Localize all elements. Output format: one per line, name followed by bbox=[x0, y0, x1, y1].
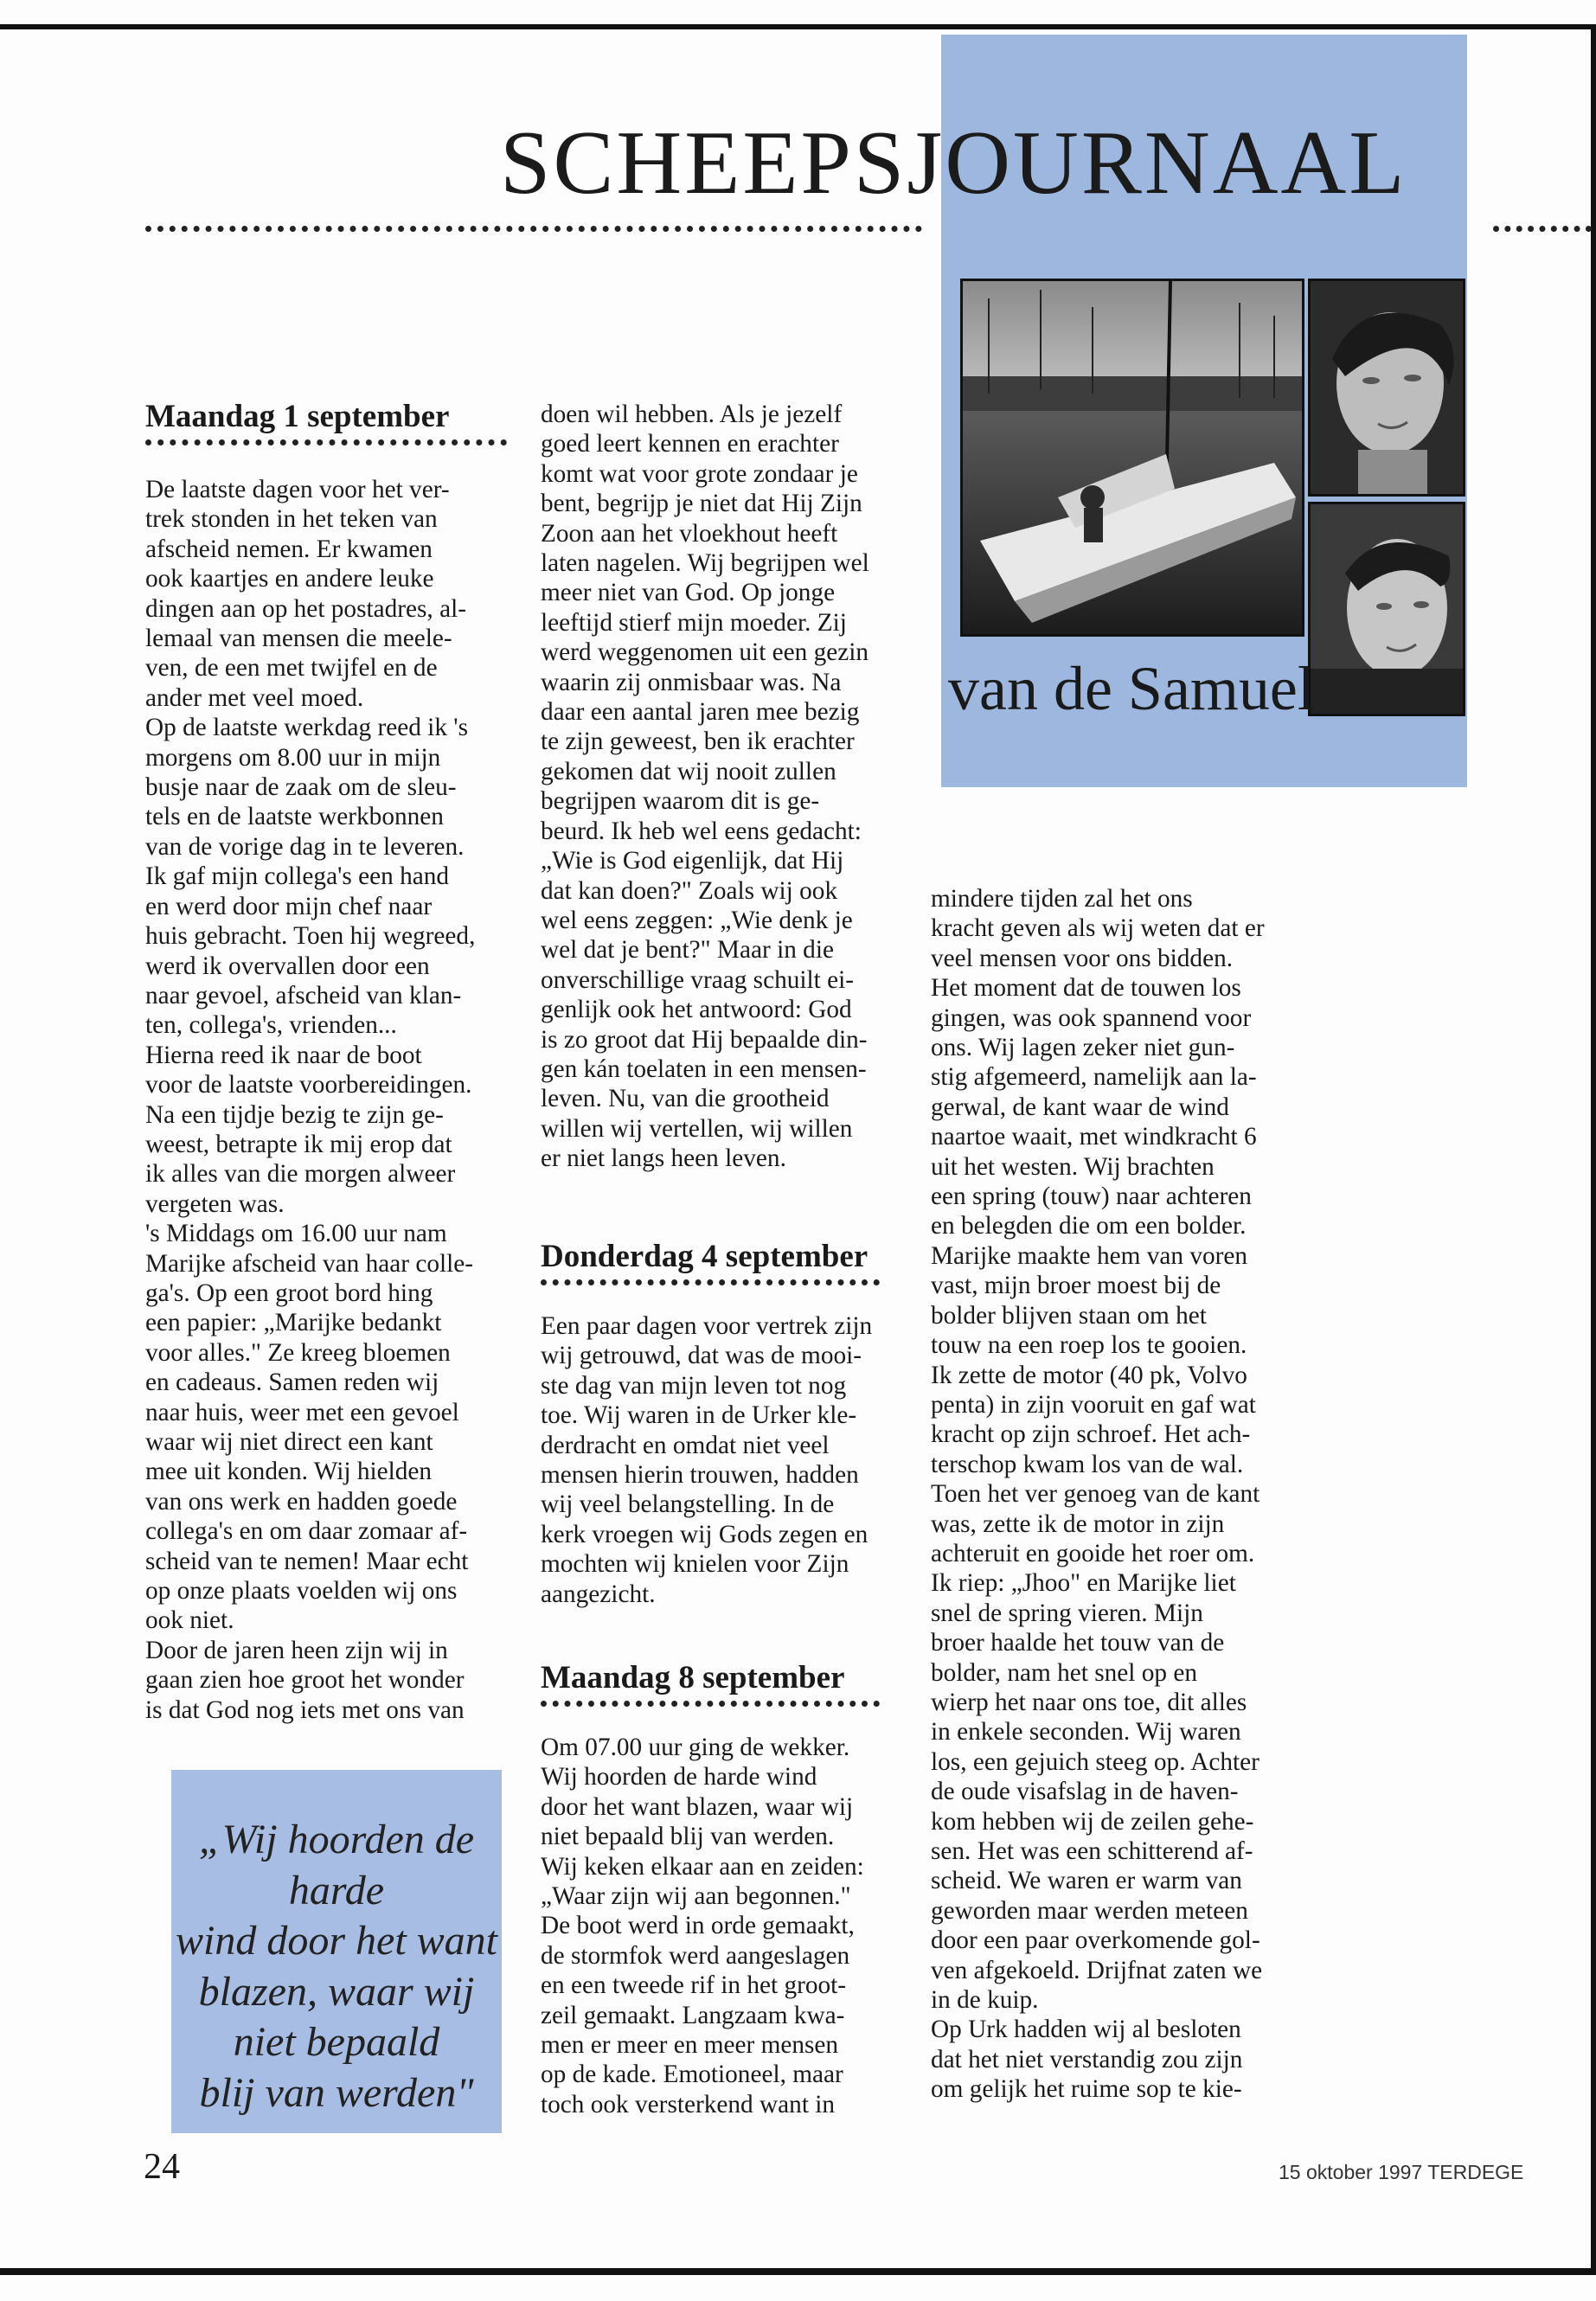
pull-quote-line: blazen, waar wij bbox=[198, 1968, 475, 2015]
text-line: lemaal van mensen die meele- bbox=[145, 625, 452, 653]
day-heading-3: Maandag 8 september bbox=[541, 1660, 845, 1695]
text-line: stig afgemeerd, namelijk aan la- bbox=[931, 1063, 1257, 1092]
text-line: gekomen dat wij nooit zullen bbox=[541, 757, 836, 785]
text-line: scheid van te nemen! Maar echt bbox=[145, 1547, 469, 1575]
text-line: op de kade. Emotioneel, maar bbox=[541, 2061, 843, 2089]
text-line: „Wie is God eigenlijk, dat Hij bbox=[541, 847, 844, 875]
text-line: zeil gemaakt. Langzaam kwa- bbox=[541, 2001, 845, 2029]
column-2-section-3 bbox=[541, 1661, 921, 2119]
text-line: voor de laatste voorbereidingen. bbox=[145, 1071, 472, 1099]
text-line: toe. Wij waren in de Urker kle- bbox=[541, 1401, 857, 1430]
text-line: ste dag van mijn leven tot nog bbox=[541, 1371, 847, 1400]
text-line: Op Urk hadden wij al besloten bbox=[931, 2016, 1241, 2044]
title-dotted-rule-left bbox=[145, 226, 922, 232]
column-1 bbox=[145, 400, 509, 1725]
text-line: door een paar overkomende gol- bbox=[931, 1926, 1260, 1955]
text-line: van ons werk en hadden goede bbox=[145, 1487, 458, 1516]
text-line: mochten wij knielen voor Zijn bbox=[541, 1550, 849, 1579]
pull-quote bbox=[171, 1815, 502, 2118]
text-line: was, zette ik de motor in zijn bbox=[931, 1509, 1225, 1538]
text-line: Toen het ver genoeg van de kant bbox=[931, 1480, 1260, 1509]
column-2 bbox=[541, 400, 921, 1174]
text-line: aangezicht. bbox=[541, 1580, 656, 1608]
text-line: werd weggenomen uit een gezin bbox=[541, 638, 869, 667]
text-line: „Waar zijn wij aan begonnen." bbox=[541, 1882, 851, 1911]
text-line: ons. Wij lagen zeker niet gun- bbox=[931, 1034, 1235, 1062]
text-line: in de kuip. bbox=[931, 1986, 1039, 2015]
title-dotted-rule-right bbox=[1493, 226, 1592, 232]
text-line: bolder, nam het snel op en bbox=[931, 1658, 1197, 1687]
day-heading-3-rule bbox=[541, 1701, 880, 1707]
text-line: Door de jaren heen zijn wij in bbox=[145, 1636, 448, 1664]
text-line: mindere tijden zal het ons bbox=[931, 885, 1193, 913]
text-line: dat het niet verstandig zou zijn bbox=[931, 2045, 1243, 2073]
text-line: is zo groot dat Hij bepaalde din- bbox=[541, 1025, 868, 1054]
column-2-text-bottom bbox=[541, 1733, 921, 2119]
text-line: Hierna reed ik naar de boot bbox=[145, 1041, 422, 1069]
text-line: te zijn geweest, ben ik erachter bbox=[541, 727, 855, 756]
text-line: De boot werd in orde gemaakt, bbox=[541, 1912, 855, 1940]
text-line: men er meer en meer mensen bbox=[541, 2031, 839, 2060]
text-line: vergeten was. bbox=[145, 1189, 285, 1218]
text-line: Ik riep: „Jhoo" en Marijke liet bbox=[931, 1569, 1236, 1598]
sailboat-photo bbox=[960, 279, 1304, 637]
text-line: tels en de laatste werkbonnen bbox=[145, 803, 444, 831]
text-line: wierp het naar ons toe, dit alles bbox=[931, 1688, 1247, 1716]
text-line: en werd door mijn chef naar bbox=[145, 892, 433, 920]
text-line: en belegden die om een bolder. bbox=[931, 1212, 1247, 1240]
text-line: de oude visafslag in de haven- bbox=[931, 1778, 1239, 1806]
text-line: er niet langs heen leven. bbox=[541, 1144, 786, 1173]
text-line: gen kán toelaten in een mensen- bbox=[541, 1054, 867, 1083]
text-line: om gelijk het ruime sop te kie- bbox=[931, 2075, 1242, 2104]
text-line: en een tweede rif in het groot- bbox=[541, 1971, 847, 2000]
text-line: komt wat voor grote zondaar je bbox=[541, 459, 858, 488]
text-line: Wij hoorden de harde wind bbox=[541, 1763, 817, 1791]
day-heading-1-rule bbox=[145, 439, 507, 445]
text-line: scheid. We waren er warm van bbox=[931, 1867, 1242, 1895]
column-3-text bbox=[931, 884, 1311, 2105]
man-portrait bbox=[1308, 502, 1465, 716]
text-line: op onze plaats voelden wij ons bbox=[145, 1577, 458, 1606]
text-line: van de vorige dag in te leveren. bbox=[145, 832, 465, 861]
text-line: onverschillige vraag schuilt ei- bbox=[541, 965, 855, 994]
text-line: goed leert kennen en erachter bbox=[541, 430, 839, 458]
text-line: derdracht en omdat niet veel bbox=[541, 1431, 830, 1459]
column-1-text bbox=[145, 475, 509, 1725]
pull-quote-line: niet bepaald bbox=[233, 2019, 440, 2065]
text-line: naar gevoel, afscheid van klan- bbox=[145, 981, 462, 1009]
text-line: laten nagelen. Wij begrijpen wel bbox=[541, 549, 869, 578]
text-line: gerwal, de kant waar de wind bbox=[931, 1093, 1229, 1121]
text-line: niet bepaald blij van werden. bbox=[541, 1823, 835, 1851]
text-line: huis gebracht. Toen hij wegreed, bbox=[145, 922, 476, 951]
issue-date: 15 oktober 1997 TERDEGE bbox=[1279, 2161, 1524, 2183]
text-line: Marijke maakte hem van voren bbox=[931, 1241, 1248, 1270]
text-line: toch ook versterkend want in bbox=[541, 2090, 836, 2118]
text-line: waarin zij onmisbaar was. Na bbox=[541, 668, 842, 696]
photo-caption: van de Samuel bbox=[948, 654, 1315, 723]
text-line: meer niet van God. Op jonge bbox=[541, 579, 836, 607]
text-line: broer haalde het touw van de bbox=[931, 1629, 1225, 1657]
text-line: penta) in zijn vooruit en gaf wat bbox=[931, 1390, 1256, 1419]
text-line: collega's en om daar zomaar af- bbox=[145, 1517, 468, 1546]
text-line: wij getrouwd, dat was de mooi- bbox=[541, 1342, 862, 1370]
column-2-text-middle bbox=[541, 1311, 921, 1609]
bottom-border bbox=[0, 2268, 1596, 2275]
day-heading-1: Maandag 1 september bbox=[145, 399, 450, 434]
pull-quote-line: wind door het want bbox=[175, 1918, 498, 1964]
text-line: wel eens zeggen: „Wie denk je bbox=[541, 906, 853, 934]
text-line: morgens om 8.00 uur in mijn bbox=[145, 743, 441, 772]
text-line: is dat God nog iets met ons van bbox=[145, 1695, 465, 1724]
text-line: in enkele seconden. Wij waren bbox=[931, 1718, 1241, 1747]
woman-portrait-image bbox=[1311, 281, 1463, 494]
text-line: weest, betrapte ik mij erop dat bbox=[145, 1130, 452, 1158]
column-2-section-2 bbox=[541, 1240, 921, 1609]
text-line: los, een gejuich steeg op. Achter bbox=[931, 1747, 1259, 1776]
text-line: kerk vroegen wij Gods zegen en bbox=[541, 1520, 869, 1548]
text-line: ven afgekoeld. Drijfnat zaten we bbox=[931, 1956, 1263, 1984]
text-line: een papier: „Marijke bedankt bbox=[145, 1309, 442, 1337]
text-line: dingen aan op het postadres, al- bbox=[145, 594, 466, 623]
column-3 bbox=[931, 884, 1311, 2105]
text-line: trek stonden in het teken van bbox=[145, 505, 438, 534]
text-line: ik alles van die morgen alweer bbox=[145, 1160, 456, 1189]
text-line: dat kan doen?" Zoals wij ook bbox=[541, 876, 838, 905]
text-line: en cadeaus. Samen reden wij bbox=[145, 1368, 439, 1397]
text-line: kom hebben wij de zeilen gehe- bbox=[931, 1807, 1254, 1836]
text-line: willen wij vertellen, wij willen bbox=[541, 1114, 853, 1143]
text-line: ander met veel moed. bbox=[145, 683, 364, 712]
text-line: Op de laatste werkdag reed ik 's bbox=[145, 714, 468, 742]
text-line: ga's. Op een groot bord hing bbox=[145, 1279, 433, 1307]
text-line: leeftijd stierf mijn moeder. Zij bbox=[541, 608, 847, 637]
text-line: daar een aantal jaren mee bezig bbox=[541, 698, 860, 727]
text-line: Om 07.00 uur ging de wekker. bbox=[541, 1734, 850, 1761]
text-line: ook kaartjes en andere leuke bbox=[145, 565, 434, 593]
text-line: ven, de een met twijfel en de bbox=[145, 654, 438, 683]
text-line: Na een tijdje bezig te zijn ge- bbox=[145, 1100, 444, 1129]
text-line: gingen, was ook spannend voor bbox=[931, 1003, 1252, 1032]
day-heading-2: Donderdag 4 september bbox=[541, 1239, 869, 1274]
text-line: de stormfok werd aangeslagen bbox=[541, 1941, 850, 1970]
text-line: ten, collega's, vrienden... bbox=[145, 1011, 397, 1040]
text-line: ook niet. bbox=[145, 1606, 234, 1635]
text-line: veel mensen voor ons bidden. bbox=[931, 944, 1234, 972]
text-line: door het want blazen, waar wij bbox=[541, 1792, 854, 1821]
man-portrait-image bbox=[1311, 504, 1463, 714]
text-line: bent, begrijp je niet dat Hij Zijn bbox=[541, 490, 862, 518]
text-line: wij veel belangstelling. In de bbox=[541, 1490, 835, 1519]
text-line: Een paar dagen voor vertrek zijn bbox=[541, 1312, 873, 1340]
text-line: mensen hierin trouwen, hadden bbox=[541, 1461, 859, 1490]
text-line: leven. Nu, van die grootheid bbox=[541, 1085, 830, 1113]
text-line: bolder blijven staan om het bbox=[931, 1301, 1207, 1330]
text-line: touw na een roep los te gooien. bbox=[931, 1331, 1247, 1360]
text-line: begrijpen waarom dit is ge- bbox=[541, 787, 820, 816]
text-line: doen wil hebben. Als je jezelf bbox=[541, 401, 843, 428]
pull-quote-line: „Wij hoorden de harde bbox=[198, 1817, 475, 1913]
text-line: snel de spring vieren. Mijn bbox=[931, 1599, 1203, 1627]
text-line: vast, mijn broer moest bij de bbox=[931, 1272, 1221, 1300]
text-line: Ik zette de motor (40 pk, Volvo bbox=[931, 1361, 1247, 1389]
text-line: Wij keken elkaar aan en zeiden: bbox=[541, 1852, 864, 1881]
pull-quote-line: blij van werden" bbox=[199, 2069, 474, 2116]
page-number: 24 bbox=[144, 2147, 180, 2187]
text-line: gaan zien hoe groot het wonder bbox=[145, 1666, 465, 1695]
text-line: afscheid nemen. Er kwamen bbox=[145, 535, 433, 563]
page-title: SCHEEPSJOURNAAL bbox=[500, 112, 1407, 213]
text-line: beurd. Ik heb wel eens gedacht: bbox=[541, 817, 862, 845]
text-line: een spring (touw) naar achteren bbox=[931, 1183, 1252, 1211]
day-heading-2-rule bbox=[541, 1279, 880, 1285]
text-line: sen. Het was een schitterend af- bbox=[931, 1837, 1253, 1865]
text-line: Het moment dat de touwen los bbox=[931, 974, 1241, 1003]
text-line: De laatste dagen voor het ver- bbox=[145, 476, 450, 503]
text-line: naar huis, weer met een gevoel bbox=[145, 1398, 459, 1426]
text-line: Ik gaf mijn collega's een hand bbox=[145, 862, 450, 891]
text-line: werd ik overvallen door een bbox=[145, 952, 430, 980]
text-line: genlijk ook het antwoord: God bbox=[541, 996, 852, 1024]
text-line: mee uit konden. Wij hielden bbox=[145, 1458, 433, 1486]
text-line: achteruit en gooide het roer om. bbox=[931, 1539, 1255, 1567]
text-line: uit het westen. Wij brachten bbox=[931, 1152, 1215, 1181]
text-line: Zoon aan het vloekhout heeft bbox=[541, 519, 838, 548]
text-line: voor alles." Ze kreeg bloemen bbox=[145, 1338, 451, 1367]
text-line: kracht geven als wij weten dat er bbox=[931, 914, 1265, 943]
text-line: geworden maar werden meteen bbox=[931, 1896, 1248, 1925]
column-2-text-top bbox=[541, 400, 921, 1174]
right-border bbox=[1591, 24, 1596, 2273]
text-line: busje naar de zaak om de sleu- bbox=[145, 773, 457, 802]
text-line: terschop kwam los van de wal. bbox=[931, 1450, 1244, 1478]
text-line: kracht op zijn schroef. Het ach- bbox=[931, 1420, 1251, 1449]
text-line: 's Middags om 16.00 uur nam bbox=[145, 1220, 447, 1248]
top-border bbox=[0, 24, 1596, 29]
text-line: naartoe waait, met windkracht 6 bbox=[931, 1123, 1257, 1151]
sailboat-photo-image bbox=[963, 281, 1302, 634]
woman-portrait bbox=[1308, 279, 1465, 497]
text-line: waar wij niet direct een kant bbox=[145, 1428, 433, 1456]
text-line: Marijke afscheid van haar colle- bbox=[145, 1249, 474, 1278]
text-line: wel dat je bent?" Maar in die bbox=[541, 936, 834, 965]
